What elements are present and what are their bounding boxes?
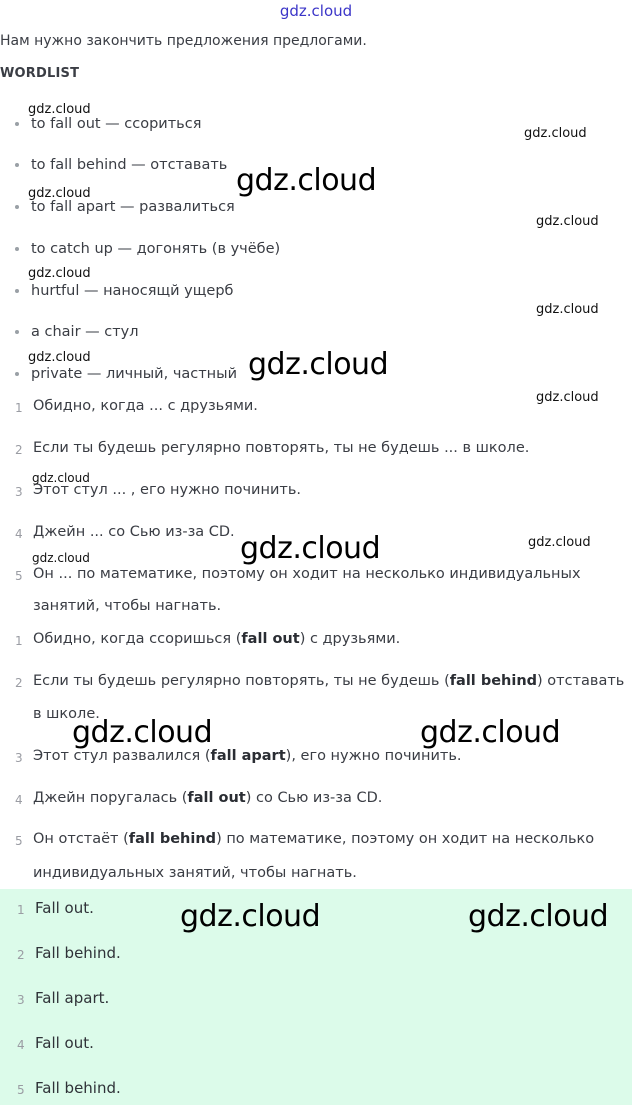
intro-text: Нам нужно закончить предложения предлогами. bbox=[0, 33, 367, 49]
sentence-text-continued: занятий, чтобы нагнать. bbox=[33, 598, 222, 614]
bullet-icon bbox=[15, 205, 19, 209]
translation-text-continued: индивидуальных занятий, чтобы нагнать. bbox=[33, 865, 357, 881]
translation-text: Если ты будешь регулярно повторять, ты не будешь (fall behind) отставать bbox=[33, 673, 625, 689]
bullet-icon bbox=[15, 289, 19, 293]
wordlist-item: private — личный, частный bbox=[15, 366, 237, 382]
wordlist-item: to fall out — ссориться bbox=[15, 116, 201, 132]
answer-number: 4 bbox=[17, 1038, 25, 1052]
translation-text-continued: в школе. bbox=[33, 706, 100, 722]
wordlist-item: hurtful — наносящй ущерб bbox=[15, 283, 233, 299]
translation-number: 4 bbox=[15, 793, 23, 807]
watermark-small: gdz.cloud bbox=[28, 186, 91, 201]
translation-text: Он отстаёт (fall behind) по математике, поэтому он ходит на несколько bbox=[33, 831, 595, 847]
watermark-small: gdz.cloud bbox=[28, 266, 91, 281]
sentence-text: Обидно, когда ... с друзьями. bbox=[33, 398, 258, 414]
sentence-number: 4 bbox=[15, 527, 23, 541]
watermark-large: gdz.cloud bbox=[240, 531, 381, 566]
wordlist-item: to fall apart — развалиться bbox=[15, 199, 235, 215]
sentence-text: Он ... по математике, поэтому он ходит на несколько индивидуальных bbox=[33, 566, 581, 582]
answer-number: 3 bbox=[17, 993, 25, 1007]
site-logo[interactable]: gdz.cloud bbox=[279, 2, 353, 20]
sentence-number: 5 bbox=[15, 569, 23, 583]
bullet-icon bbox=[15, 163, 19, 167]
answer-number: 5 bbox=[17, 1083, 25, 1097]
answer-text: Fall apart. bbox=[35, 989, 110, 1007]
watermark-small: gdz.cloud bbox=[536, 214, 599, 229]
sentence-number: 3 bbox=[15, 485, 23, 499]
translation-number: 3 bbox=[15, 751, 23, 765]
wordlist-title: WORDLIST bbox=[0, 66, 80, 81]
watermark-small: gdz.cloud bbox=[32, 471, 90, 485]
watermark-large: gdz.cloud bbox=[468, 899, 609, 934]
answer-text: Fall behind. bbox=[35, 1079, 121, 1097]
answer-number: 1 bbox=[17, 903, 25, 917]
watermark-large: gdz.cloud bbox=[236, 163, 377, 198]
answer-text: Fall behind. bbox=[35, 944, 121, 962]
watermark-small: gdz.cloud bbox=[32, 551, 90, 565]
translation-number: 1 bbox=[15, 634, 23, 648]
sentence-number: 2 bbox=[15, 443, 23, 457]
answer-text: Fall out. bbox=[35, 899, 94, 917]
watermark-small: gdz.cloud bbox=[28, 102, 91, 117]
watermark-large: gdz.cloud bbox=[248, 347, 389, 382]
watermark-large: gdz.cloud bbox=[72, 715, 213, 750]
sentence-text: Если ты будешь регулярно повторять, ты не будешь ... в школе. bbox=[33, 440, 530, 456]
translation-text: Этот стул развалился (fall apart), его нужно починить. bbox=[33, 748, 462, 764]
watermark-small: gdz.cloud bbox=[524, 126, 587, 141]
bullet-icon bbox=[15, 247, 19, 251]
wordlist-item: to fall behind — отставать bbox=[15, 157, 227, 173]
watermark-large: gdz.cloud bbox=[180, 899, 321, 934]
watermark-small: gdz.cloud bbox=[536, 302, 599, 317]
watermark-small: gdz.cloud bbox=[528, 535, 591, 550]
site-header bbox=[0, 0, 632, 22]
bullet-icon bbox=[15, 372, 19, 376]
translation-number: 2 bbox=[15, 676, 23, 690]
wordlist-item: a chair — стул bbox=[15, 324, 139, 340]
wordlist-item: to catch up — догонять (в учёбе) bbox=[15, 241, 280, 257]
answer-number: 2 bbox=[17, 948, 25, 962]
translation-text: Обидно, когда ссоришься (fall out) с друзьями. bbox=[33, 631, 401, 647]
watermark-small: gdz.cloud bbox=[536, 390, 599, 405]
sentence-text: Этот стул ... , его нужно починить. bbox=[33, 482, 301, 498]
bullet-icon bbox=[15, 330, 19, 334]
translation-number: 5 bbox=[15, 834, 23, 848]
translation-text: Джейн поругалась (fall out) со Сью из-за CD. bbox=[33, 790, 383, 806]
watermark-large: gdz.cloud bbox=[420, 715, 561, 750]
sentence-text: Джейн ... со Сью из-за CD. bbox=[33, 524, 235, 540]
answer-text: Fall out. bbox=[35, 1034, 94, 1052]
bullet-icon bbox=[15, 122, 19, 126]
watermark-small: gdz.cloud bbox=[28, 350, 91, 365]
sentence-number: 1 bbox=[15, 401, 23, 415]
